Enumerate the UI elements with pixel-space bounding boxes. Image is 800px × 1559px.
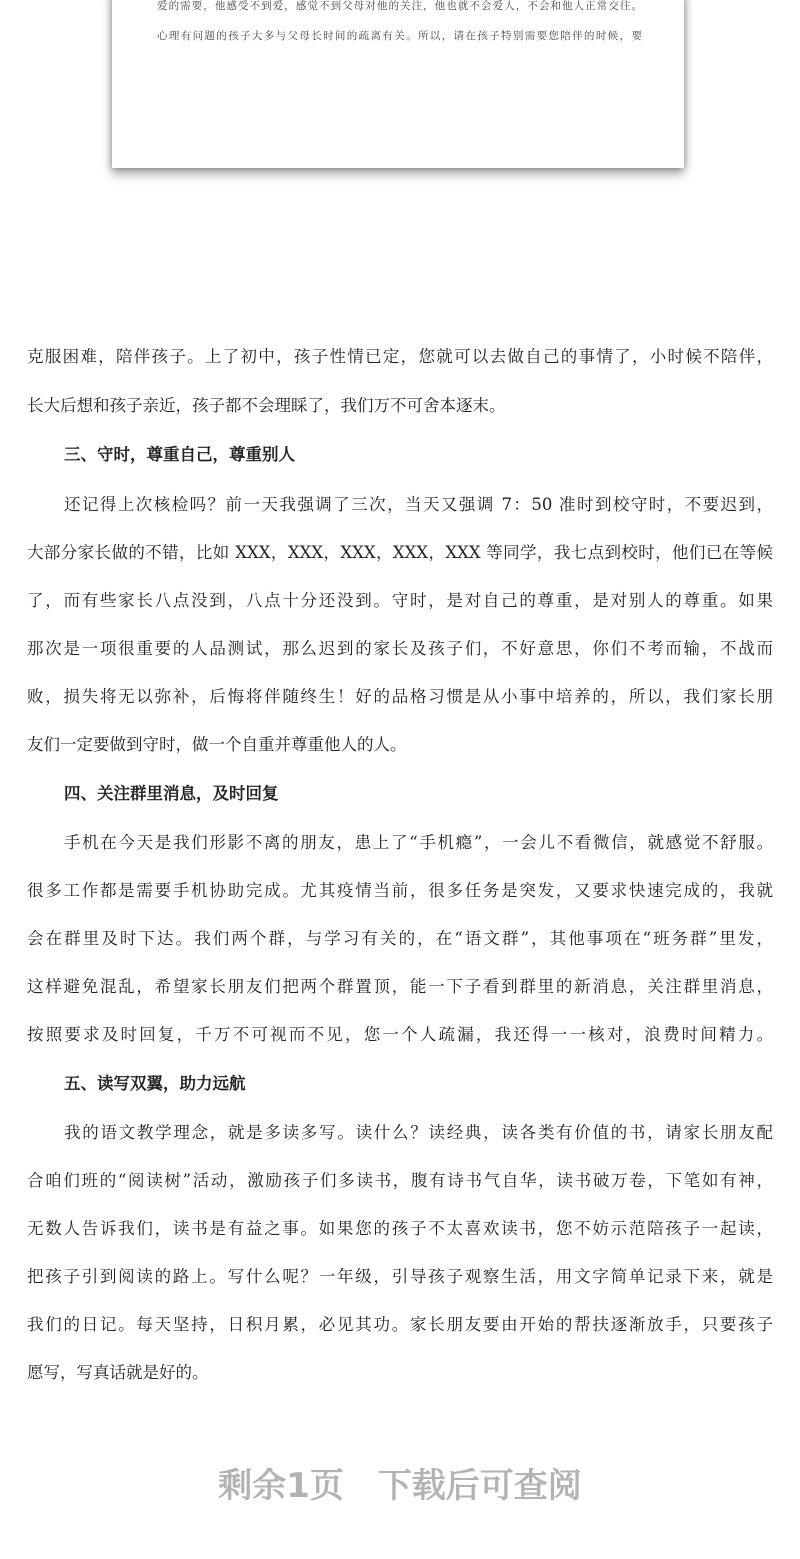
- paragraph-line: 长大后想和孩子亲近，孩子都不会理睬了，我们万不可舍本逐末。: [27, 396, 506, 415]
- paragraph-line: 合咱们班的“阅读树”活动，激励孩子们多读书，腹有诗书气自华，读书破万卷，下笔如有神，: [27, 1171, 773, 1190]
- paragraph-line: 把孩子引到阅读的路上。写什么呢？一年级，引导孩子观察生活，用文字简单记录下来，就是: [27, 1267, 773, 1286]
- preview-line: 心理有问题的孩子大多与父母长时间的疏离有关。所以，请在孩子特别需要您陪伴的时候，要: [157, 30, 642, 42]
- paragraph-line: 按照要求及时回复，千万不可视而不见，您一个人疏漏，我还得一一核对，浪费时间精力。: [27, 1025, 773, 1044]
- paragraph-line: 会在群里及时下达。我们两个群，与学习有关的，在“语文群”，其他事项在“班务群”里发，: [27, 929, 773, 948]
- paragraph-line: 大部分家长做的不错，比如 XXX，XXX，XXX，XXX，XXX 等同学，我七点到校时，他们已在等候: [27, 543, 773, 562]
- paragraph-line: 败，损失将无以弥补，后悔将伴随终生！好的品格习惯是从小事中培养的，所以，我们家长朋: [27, 687, 773, 706]
- paragraph-line: 了，而有些家长八点没到，八点十分还没到。守时，是对自己的尊重，是对别人的尊重。如果: [27, 591, 773, 610]
- paragraph-line: 我的语文教学理念，就是多读多写。读什么？读经典，读各类有价值的书，请家长朋友配: [64, 1123, 773, 1142]
- paragraph-line: 这样避免混乱，希望家长朋友们把两个群置顶，能一下子看到群里的新消息，关注群里消息，: [27, 977, 773, 996]
- section-heading: 三、守时，尊重自己，尊重别人: [64, 445, 295, 464]
- preview-line: 爱的需要，他感受不到爱，感觉不到父母对他的关注，他也就不会爱人，不会和他人正常交往。: [157, 0, 642, 12]
- paragraph-line: 那次是一项很重要的人品测试，那么迟到的家长及孩子们，不好意思，你们不考而输，不战而: [27, 639, 773, 658]
- paragraph-line: 我们的日记。每天坚持，日积月累，必见其功。家长朋友要由开始的帮扶逐渐放手，只要孩子: [27, 1315, 773, 1334]
- paragraph-line: 愿写，写真话就是好的。: [27, 1363, 209, 1382]
- paragraph-line: 克服困难，陪伴孩子。上了初中，孩子性情已定，您就可以去做自己的事情了，小时候不陪伴，: [27, 347, 773, 366]
- paragraph-line: 很多工作都是需要手机协助完成。尤其疫情当前，很多任务是突发，又要求快速完成的，我就: [27, 881, 773, 900]
- paragraph-line: 手机在今天是我们形影不离的朋友，患上了“手机瘾”，一会儿不看微信，就感觉不舒服。: [64, 833, 773, 852]
- section-heading: 四、关注群里消息，及时回复: [64, 784, 279, 803]
- paragraph-line: 还记得上次核检吗？前一天我强调了三次，当天又强调 7：50 准时到校守时，不要迟到，: [64, 495, 773, 514]
- paragraph-line: 无数人告诉我们，读书是有益之事。如果您的孩子不太喜欢读书，您不妨示范陪孩子一起读，: [27, 1219, 773, 1238]
- document-preview-card: [112, 0, 684, 168]
- paragraph-line: 友们一定要做到守时，做一个自重并尊重他人的人。: [27, 735, 407, 754]
- download-to-view-more-link[interactable]: 剩余1页 下载后可查阅: [218, 1466, 582, 1506]
- section-heading: 五、读写双翼，助力远航: [64, 1074, 246, 1093]
